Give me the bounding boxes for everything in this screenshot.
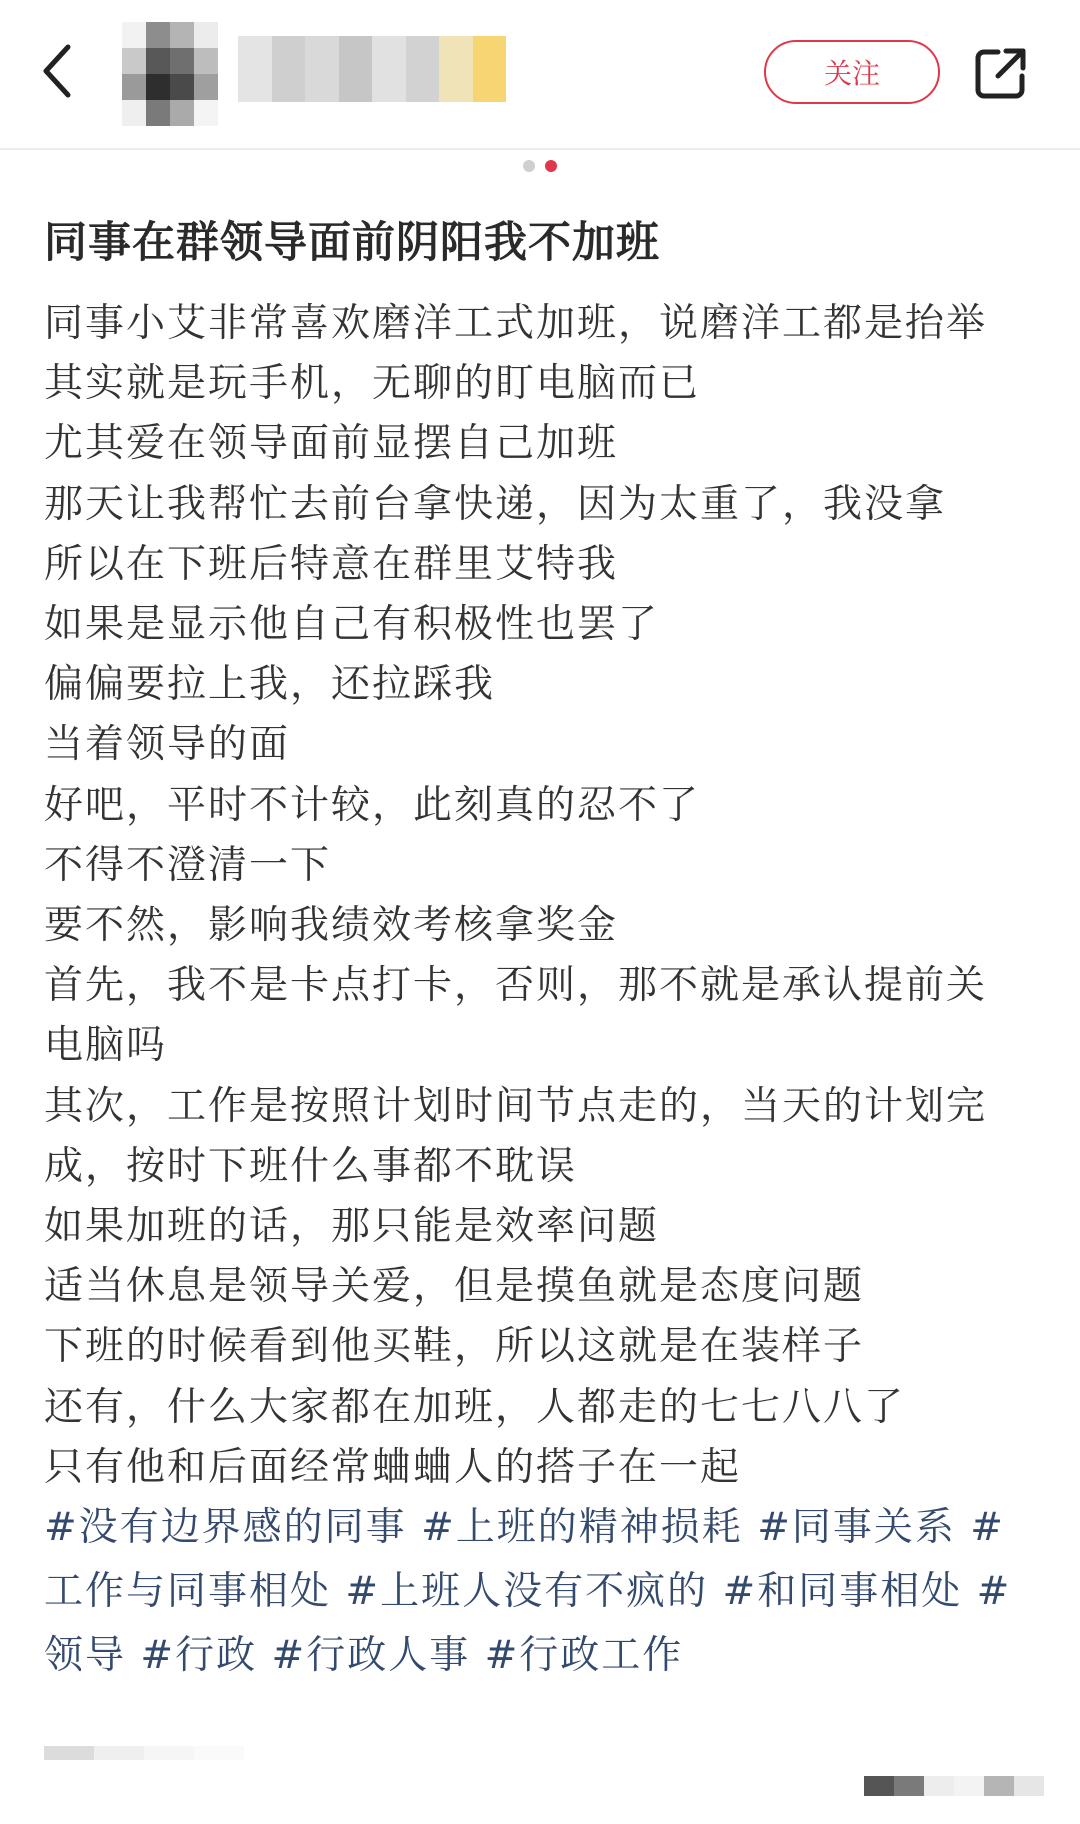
post-line: 成，按时下班什么事都不耽误	[44, 1143, 578, 1189]
hashtag-link[interactable]: #没有边界感的同事	[44, 1505, 407, 1550]
hashtag-link[interactable]: #上班人没有不疯的	[345, 1569, 709, 1614]
hashtag-link[interactable]: #行政	[140, 1633, 258, 1678]
post-line: 适当休息是领导关爱，但是摸鱼就是态度问题	[44, 1264, 865, 1310]
post-line: 尤其爱在领导面前显摆自己加班	[44, 421, 619, 467]
follow-button[interactable]: 关注	[764, 40, 940, 104]
post-meta-blurred	[44, 1746, 244, 1760]
hashtag-link[interactable]: #行政工作	[484, 1633, 684, 1678]
post-line: 那天让我帮忙去前台拿快递，因为太重了，我没拿	[44, 481, 947, 527]
hashtag-link[interactable]: #和同事相处	[722, 1569, 963, 1614]
hashtag-link[interactable]: #	[976, 1569, 1012, 1614]
post-line: 首先，我不是卡点打卡，否则，那不就是承认提前关	[44, 963, 988, 1009]
post-body	[44, 294, 1044, 1498]
share-external-icon	[974, 46, 1028, 100]
top-bar	[0, 0, 1080, 150]
hashtag-link[interactable]: #同事关系	[757, 1505, 956, 1550]
post-line: 所以在下班后特意在群里艾特我	[44, 541, 619, 587]
post-line: 好吧，平时不计较，此刻真的忍不了	[44, 782, 701, 828]
post-line: 其次，工作是按照计划时间节点走的，当天的计划完	[44, 1083, 988, 1129]
author-name-blurred[interactable]	[238, 36, 506, 102]
post-line: 如果加班的话，那只能是效率问题	[44, 1204, 660, 1250]
post-line: 电脑吗	[44, 1023, 168, 1069]
hashtag-link[interactable]: 领导	[44, 1633, 127, 1678]
hashtag-list	[44, 1496, 1044, 1688]
post-line: 只有他和后面经常蛐蛐人的搭子在一起	[44, 1444, 742, 1490]
hashtag-link[interactable]: #上班的精神损耗	[421, 1505, 743, 1550]
post-line: 要不然，影响我绩效考核拿奖金	[44, 903, 619, 949]
post-title: 同事在群领导面前阴阳我不加班	[44, 218, 660, 268]
post-line: 下班的时候看到他买鞋，所以这就是在装样子	[44, 1324, 865, 1370]
hashtag-row	[44, 1560, 1044, 1624]
post-line: 偏偏要拉上我，还拉踩我	[44, 662, 496, 708]
post-line: 当着领导的面	[44, 722, 291, 768]
post-line: 如果是显示他自己有积极性也罢了	[44, 602, 660, 648]
post-date-blurred	[864, 1776, 1044, 1796]
image-carousel-indicator	[0, 160, 1080, 174]
hashtag-link[interactable]: #	[970, 1505, 1005, 1550]
post-line: 其实就是玩手机，无聊的盯电脑而已	[44, 361, 701, 407]
post-line: 不得不澄清一下	[44, 842, 332, 888]
back-button[interactable]	[30, 36, 84, 106]
hashtag-row	[44, 1624, 1044, 1688]
hashtag-link[interactable]: #行政人事	[271, 1633, 471, 1678]
post-line: 同事小艾非常喜欢磨洋工式加班，说磨洋工都是抬举	[44, 301, 988, 346]
carousel-dot-active[interactable]	[545, 160, 557, 172]
share-button[interactable]	[972, 44, 1030, 102]
hashtag-row	[44, 1496, 1044, 1560]
carousel-dot[interactable]	[523, 160, 535, 172]
chevron-left-icon	[40, 43, 74, 99]
post-line: 还有，什么大家都在加班，人都走的七七八八了	[44, 1384, 906, 1430]
hashtag-link[interactable]: 工作与同事相处	[44, 1569, 332, 1614]
author-avatar[interactable]	[122, 22, 218, 126]
